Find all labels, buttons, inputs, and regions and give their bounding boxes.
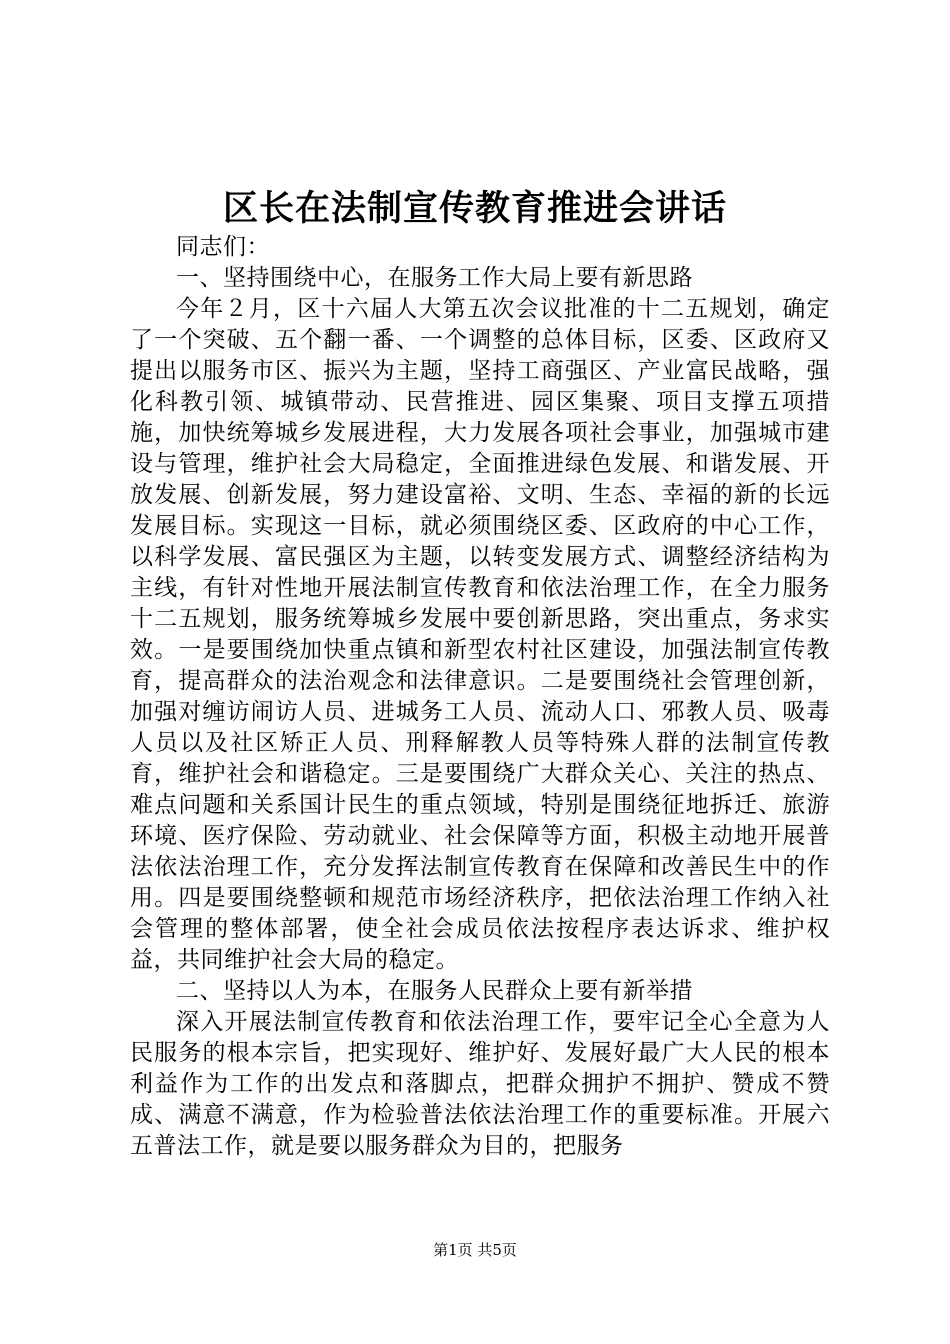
section-heading-2: 二、坚持以人为本，在服务人民群众上要有新举措 [176, 978, 693, 1004]
document-body [130, 232, 830, 1162]
paragraph-2: 深入开展法制宣传教育和依法治理工作，要牢记全心全意为人民服务的根本宗旨，把实现好、维护好、发展好最广大人民的根本利益作为工作的出发点和落脚点，把群众拥护不拥护、赞成不赞成、满意不满意，作为检验普法依法治理工作的重要标准。开展六五普法工作，就是要以服务群众为目的，把服务 [130, 1009, 830, 1159]
paragraph-1: 今年２月，区十六届人大第五次会议批准的十二五规划，确定了一个突破、五个翻一番、一个调整的总体目标，区委、区政府又提出以服务市区、振兴为主题，坚持工商强区、产业富民战略，强化科教引领、城镇带动、民营推进、园区集聚、项目支撑五项措施，加快统筹城乡发展进程，大力发展各项社会事业，加强城市建设与管理，维护社会大局稳定，全面推进绿色发展、和谐发展、开放发展、创新发展，努力建设富裕、文明、生态、幸福的新的长远发展目标。实现这一目标，就必须围绕区委、区政府的中心工作，以科学发展、富民强区为主题，以转变发展方式、调整经济结构为主线，有针对性地开展法制宣传教育和依法治理工作，在全力服务十二五规划，服务统筹城乡发展中要创新思路，突出重点，务求实效。一是要围绕加快重点镇和新型农村社区建设，加强法制宣传教育，提高群众的法治观念和法律意识。二是要围绕社会管理创新，加强对缠访闹访人员、进城务工人员、流动人口、邪教人员、吸毒人员以及社区矫正人员、刑释解教人员等特殊人群的法制宣传教育，维护社会和谐稳定。三是要围绕广大群众关心、关注的热点、难点问题和关系国计民生的重点领域，特别是围绕征地拆迁、旅游环境、医疗保险、劳动就业、社会保障等方面，积极主动地开展普法依法治理工作，充分发挥法制宣传教育在保障和改善民生中的作用。四是要围绕整顿和规范市场经济秩序，把依法治理工作纳入社会管理的整体部署，使全社会成员依法按程序表达诉求、维护权益，共同维护社会大局的稳定。 [130, 296, 830, 973]
salutation: 同志们： [176, 234, 270, 260]
section-heading-1: 一、坚持围绕中心，在服务工作大局上要有新思路 [176, 265, 693, 291]
page-footer: 第1页 共5页 [433, 1241, 517, 1259]
document-title: 区长在法制宣传教育推进会讲话 [222, 188, 727, 229]
